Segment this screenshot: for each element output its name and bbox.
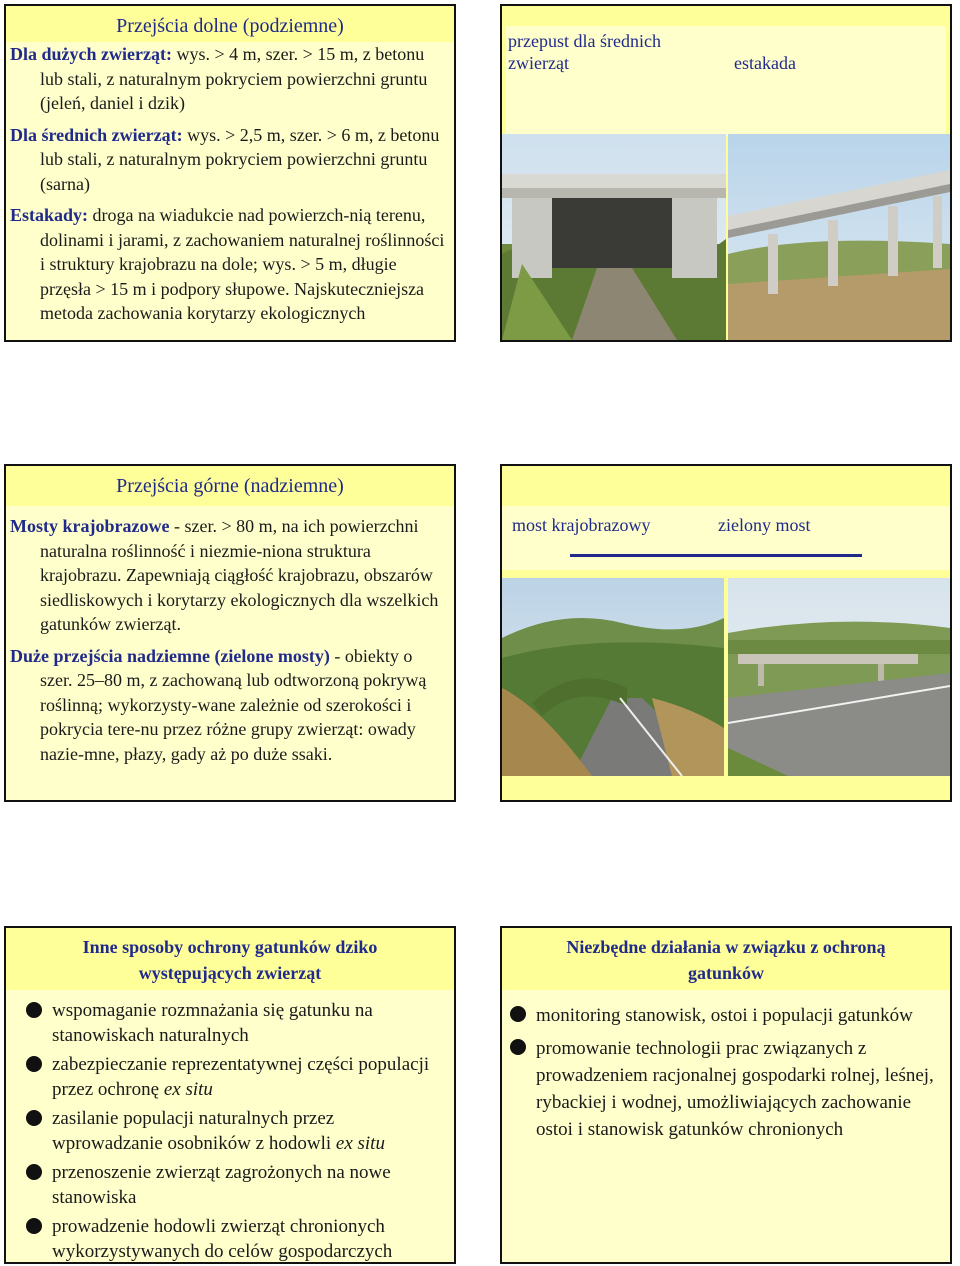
slide-overpasses <box>4 464 456 802</box>
green-bridge-illustration <box>728 578 950 776</box>
slide-body <box>6 42 454 326</box>
bullet-icon <box>26 1164 42 1180</box>
slide-title: Niezbędne działania w związku z ochroną gatunków <box>502 928 950 990</box>
bullet-icon <box>26 1218 42 1234</box>
culvert-illustration <box>502 134 726 340</box>
caption-culvert: przepust dla średnich zwierząt <box>508 31 661 73</box>
bullet-icon <box>26 1056 42 1072</box>
slide-title: Przejścia górne (nadziemne) <box>6 466 454 506</box>
slide-other-protection <box>4 926 456 1264</box>
caption-viaduct: estakada <box>734 53 796 73</box>
slide-overpass-photos <box>500 464 952 802</box>
photo-green-bridge <box>728 578 950 776</box>
list-item: przenoszenie zwierząt zagrożonych na nowe stanowiska <box>26 1160 440 1210</box>
photo-culvert <box>502 134 726 340</box>
list-item: promowanie technologii prac związanych z prowadzeniem racjonalnej gospodarki rolnej, leśnej, rybackiej i wodnej, umożliwiających zachowanie ostoi i stanowisk gatunków chronionych <box>510 1035 936 1143</box>
list-item: prowadzenie hodowli zwierząt chronionych wykorzystywanych do celów gospodarczych <box>26 1214 440 1264</box>
list-item: monitoring stanowisk, ostoi i populacji gatunków <box>510 1002 936 1029</box>
photo-viaduct <box>728 134 950 340</box>
caption-green-bridge: zielony most <box>718 515 811 535</box>
list-item: zasilanie populacji naturalnych przez wprowadzanie osobników z hodowli ex situ <box>26 1106 440 1156</box>
paragraph-green-bridges: Duże przejścia nadziemne (zielone mosty) - obiekty o szer. 25–80 m, z zachowaną lub odtworzoną pokrywą roślinną; wykorzysty-wane zależnie od szerokości i pokrycia tere-nu przez różne grupy zwierząt: owady nazie-mne, płazy, gady aż po duże ssaki. <box>10 645 427 764</box>
paragraph-viaducts: Estakady: droga na wiadukcie nad powierzch-nią terenu, dolinami i jarami, z zachowaniem naturalnej roślinności i struktury krajobrazu na dole; wys. > 5 m, długie przęsła > 15 m i podpory słupowe. Najskuteczniejsza metoda zachowania korytarzy ekologicznych <box>10 205 445 323</box>
photo-landscape-bridge <box>502 578 724 776</box>
caption-row <box>502 506 950 570</box>
paragraph-landscape-bridges: Mosty krajobrazowe - szer. > 80 m, na ich powierzchni naturalna roślinność i niezmie-niona struktura krajobrazu. Zapewniają ciągłość krajobrazu, obszarów siedliskowych i korytarzy ekologicznych dla wszelkich gatunków zwierząt. <box>10 516 439 634</box>
slide-underpasses <box>4 4 456 342</box>
bullet-icon <box>26 1002 42 1018</box>
list-item: zabezpieczanie reprezentatywnej części populacji przez ochronę ex situ <box>26 1052 440 1102</box>
viaduct-illustration <box>728 134 950 340</box>
paragraph-large-animals: Dla dużych zwierząt: wys. > 4 m, szer. > 15 m, z betonu lub stali, z naturalnym pokryciem powierzchni gruntu (jeleń, daniel i dzik) <box>10 44 428 113</box>
bullet-icon <box>510 1039 526 1055</box>
paragraph-medium-animals: Dla średnich zwierząt: wys. > 2,5 m, szer. > 6 m, z betonu lub stali, z naturalnym pokryciem powierzchni gruntu (sarna) <box>10 124 440 194</box>
bullet-list <box>6 990 454 1264</box>
slide-title: Inne sposoby ochrony gatunków dziko występujących zwierząt <box>6 928 454 990</box>
bullet-icon <box>26 1110 42 1126</box>
bullet-list <box>502 990 950 1143</box>
landscape-bridge-illustration <box>502 578 724 776</box>
underline-divider <box>570 554 862 557</box>
caption-landscape-bridge: most krajobrazowy <box>512 515 651 535</box>
slide-body <box>6 506 454 766</box>
list-item: wspomaganie rozmnażania się gatunku na stanowiskach naturalnych <box>26 998 440 1048</box>
slide-underpass-photos <box>500 4 952 342</box>
slide-necessary-actions <box>500 926 952 1264</box>
slide-title: Przejścia dolne (podziemne) <box>6 6 454 42</box>
caption-row <box>506 26 946 136</box>
bullet-icon <box>510 1006 526 1022</box>
